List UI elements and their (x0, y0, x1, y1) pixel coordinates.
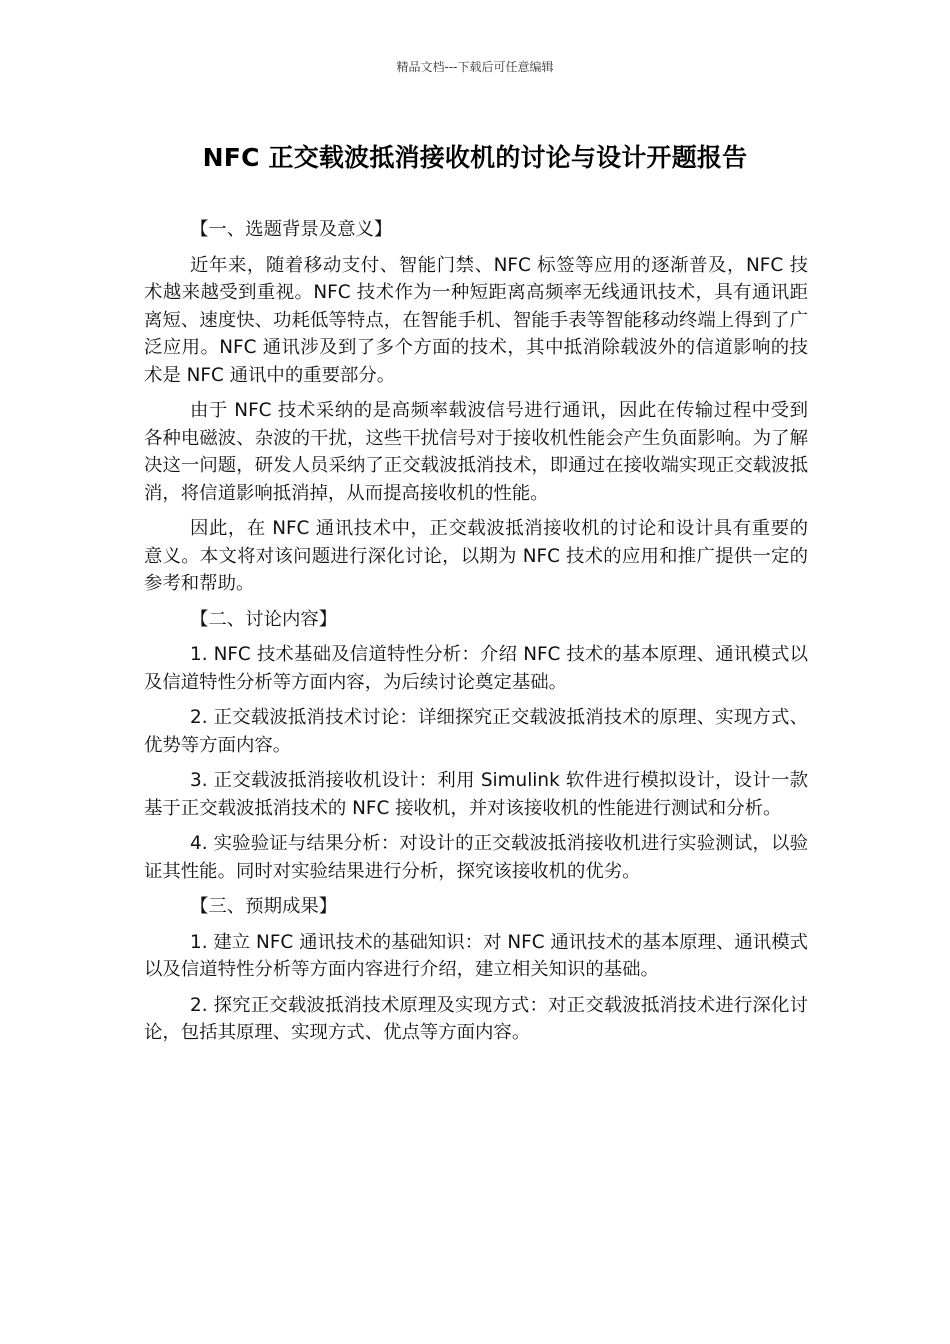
paragraph: 由于 NFC 技术采纳的是高频率载波信号进行通讯，因此在传输过程中受到各种电磁波、杂波的干扰，这些干扰信号对于接收机性能会产生负面影响。为了解决这一问题，研发人员采纳了正交载波抵消技术，即通过在接收端实现正交载波抵消，将信道影响抵消掉，从而提高接收机的性能。 (144, 400, 808, 504)
section-expected-results (144, 893, 808, 1047)
section-heading: 【一、选题背景及意义】 (190, 219, 393, 240)
list-item: 1. NFC 技术基础及信道特性分析：介绍 NFC 技术的基本原理、通讯模式以及信道特性分析等方面内容，为后续讨论奠定基础。 (144, 644, 808, 693)
section-heading: 【三、预期成果】 (190, 896, 338, 917)
paragraph: 近年来，随着移动支付、智能门禁、NFC 标签等应用的逐渐普及，NFC 技术越来越受到重视。NFC 技术作为一种短距离高频率无线通讯技术，具有通讯距离短、速度快、功耗低等特点，在智能手机、智能手表等智能移动终端上得到了广泛应用。NFC 通讯涉及到了多个方面的技术，其中抵消除载波外的信道影响的技术是 NFC 通讯中的重要部分。 (144, 254, 808, 386)
document-title: NFC 正交载波抵消接收机的讨论与设计开题报告 (202, 143, 748, 172)
section-background (144, 216, 808, 598)
paragraph: 因此，在 NFC 通讯技术中，正交载波抵消接收机的讨论和设计具有重要的意义。本文将对该问题进行深化讨论，以期为 NFC 技术的应用和推广提供一定的参考和帮助。 (144, 518, 808, 594)
list-item: 3. 正交载波抵消接收机设计：利用 Simulink 软件进行模拟设计，设计一款基于正交载波抵消技术的 NFC 接收机，并对该接收机的性能进行测试和分析。 (144, 770, 808, 819)
header-note: 精品文档---下载后可任意编辑 (396, 60, 554, 74)
section-content (144, 606, 808, 886)
list-item: 2. 探究正交载波抵消技术原理及实现方式：对正交载波抵消技术进行深化讨论，包括其原理、实现方式、优点等方面内容。 (144, 994, 808, 1043)
document-body (144, 216, 808, 1055)
list-item: 4. 实验验证与结果分析：对设计的正交载波抵消接收机进行实验测试，以验证其性能。同时对实验结果进行分析，探究该接收机的优劣。 (144, 833, 808, 882)
list-item: 2. 正交载波抵消技术讨论：详细探究正交载波抵消技术的原理、实现方式、优势等方面内容。 (144, 707, 808, 756)
section-heading: 【二、讨论内容】 (190, 608, 338, 630)
list-item: 1. 建立 NFC 通讯技术的基础知识：对 NFC 通讯技术的基本原理、通讯模式以及信道特性分析等方面内容进行介绍，建立相关知识的基础。 (144, 931, 808, 980)
